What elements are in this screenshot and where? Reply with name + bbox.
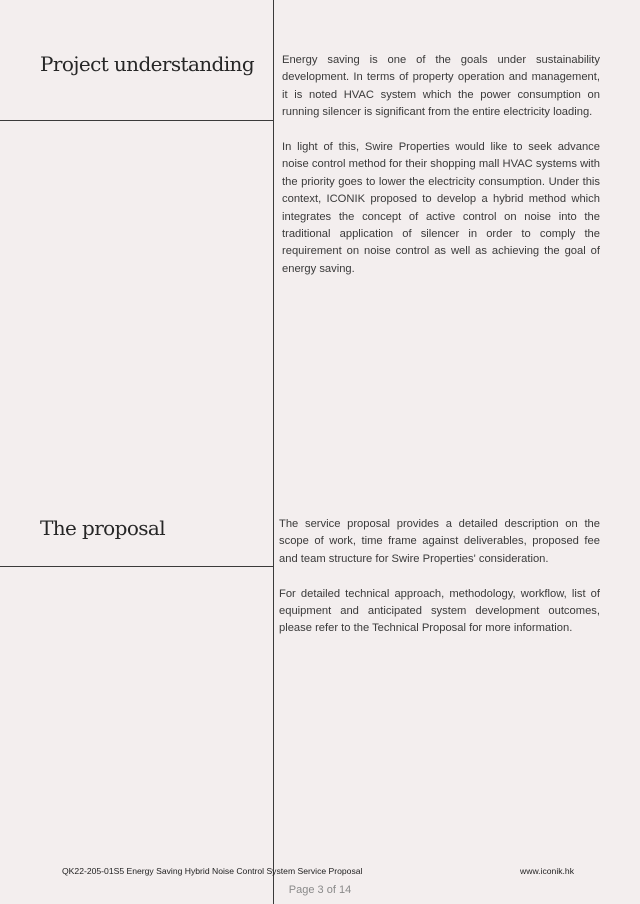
- section-rule: [0, 120, 273, 121]
- footer-document-title: QK22-205-01S5 Energy Saving Hybrid Noise Control System Service Proposal: [62, 866, 363, 876]
- paragraph: In light of this, Swire Properties would like to seek advance noise control method for their shopping mall HVAC systems with the priority goes to lower the electricity consumption. Under this context, ICONIK proposed to develop a hybrid method which integrates the concept of active control on noise into the traditional application of silencer in order to comply the requirement on noise control as well as achieving the goal of energy saving.: [282, 141, 600, 275]
- paragraph: Energy saving is one of the goals under sustainability development. In terms of property operation and management, it is noted HVAC system which the power consumption on running silencer is significant from the entire electricity loading.: [282, 54, 600, 119]
- paragraph: For detailed technical approach, methodology, workflow, list of equipment and anticipated system development outcomes, please refer to the Technical Proposal for more information.: [279, 587, 600, 635]
- section-rule: [0, 566, 273, 567]
- page-number: Page 3 of 14: [288, 884, 352, 896]
- column-divider: [273, 0, 274, 904]
- section-body-project-understanding: [282, 52, 600, 296]
- section-heading-the-proposal: The proposal: [40, 516, 166, 540]
- footer-website: www.iconik.hk: [520, 866, 574, 876]
- section-body-the-proposal: [279, 516, 600, 655]
- section-heading-project-understanding: Project understanding: [40, 52, 255, 76]
- paragraph: The service proposal provides a detailed description on the scope of work, time frame against deliverables, proposed fee and team structure for Swire Properties' consideration.: [279, 518, 600, 565]
